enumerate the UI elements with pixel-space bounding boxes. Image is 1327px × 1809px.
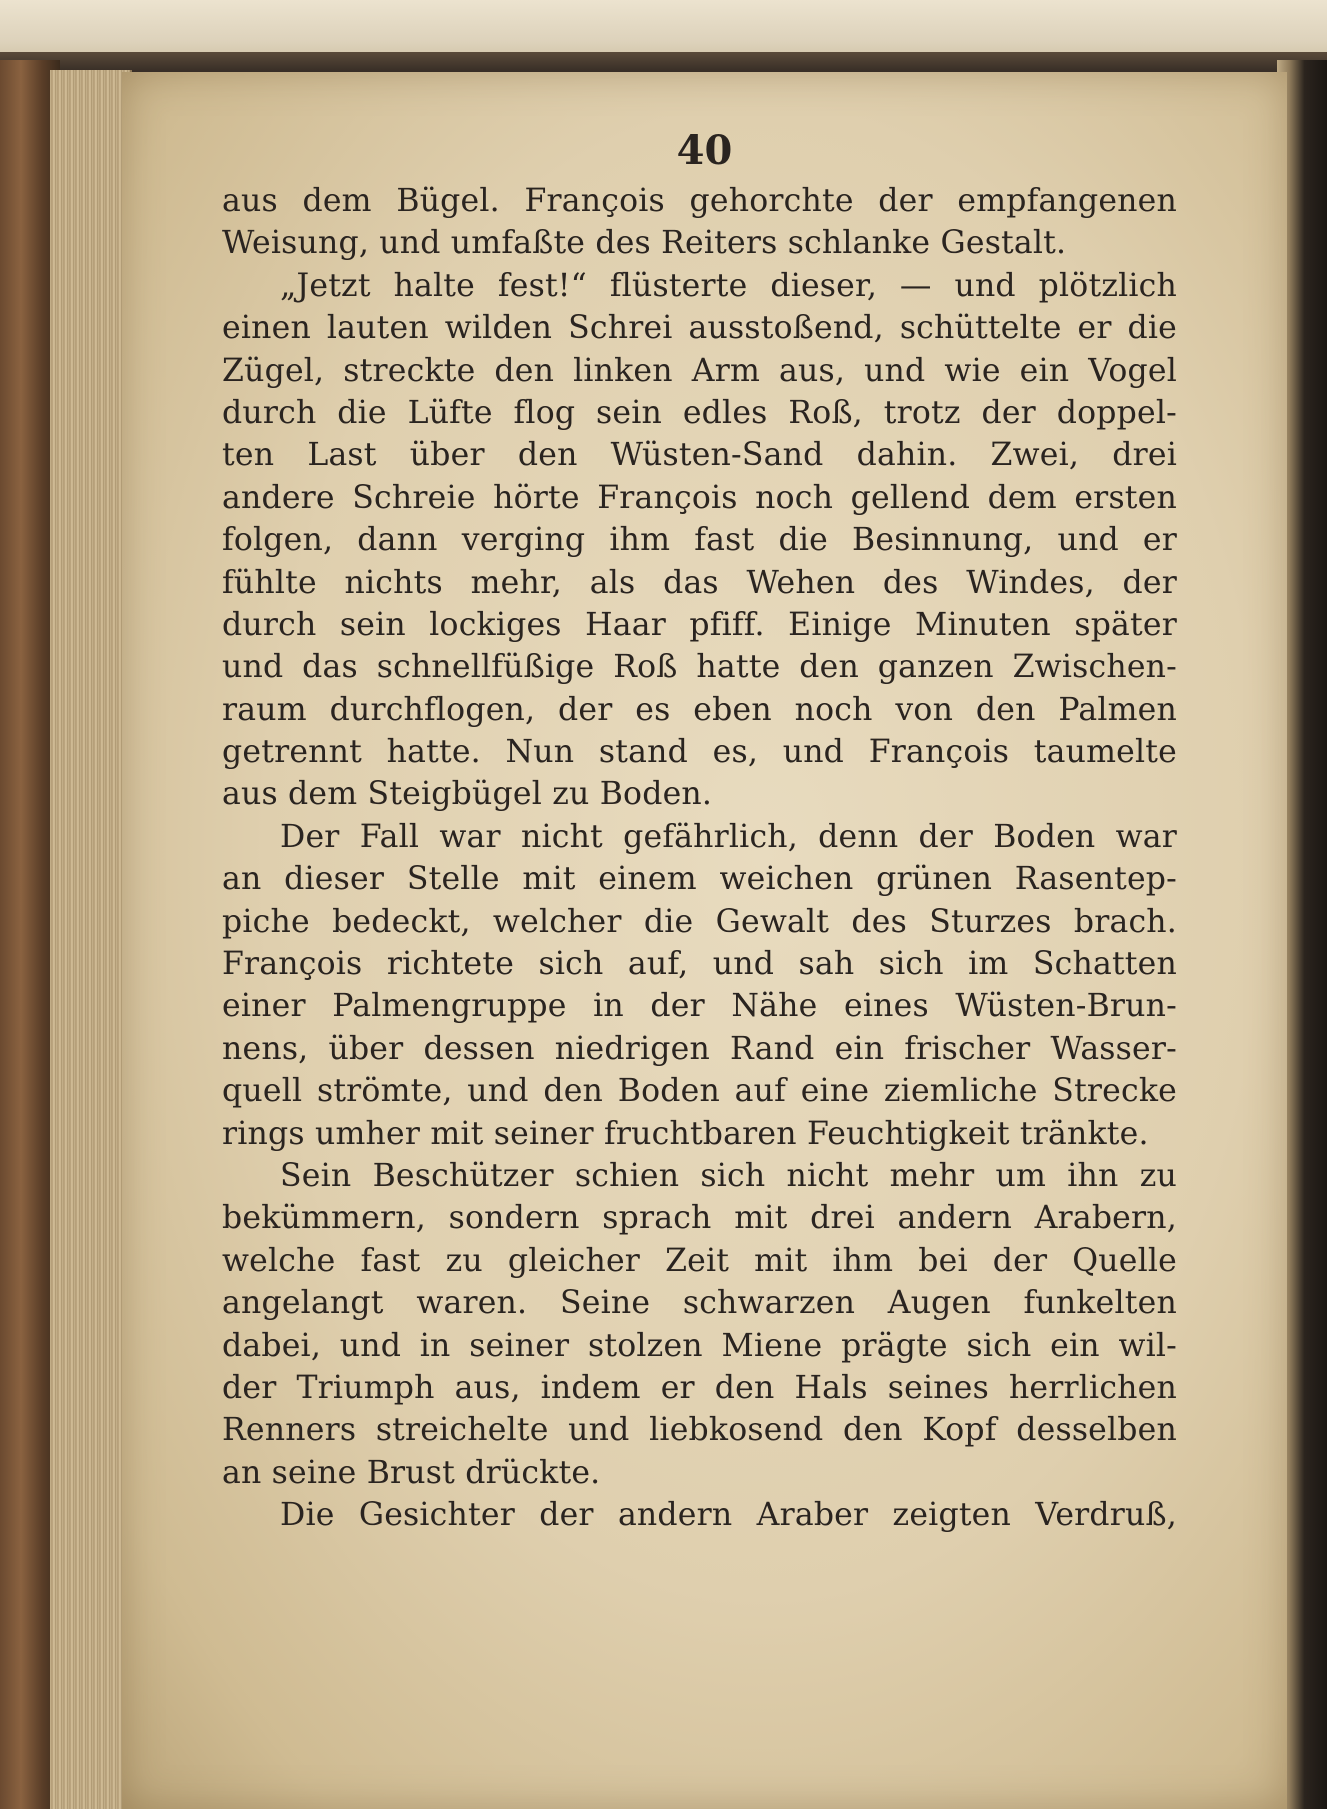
text-line: nens, über dessen niedrigen Rand ein frischer Wasser-: [222, 1030, 1177, 1067]
text-line: aus dem Bügel. François gehorchte der empfangenen: [222, 183, 1177, 219]
text-line: raum durchflogen, der es eben noch von den Palmen: [222, 691, 1177, 728]
text-line: folgen, dann verging ihm fast die Besinnung, und er: [222, 522, 1177, 559]
text-line: rings umher mit seiner fruchtbaren Feuchtigkeit tränkte.: [222, 1115, 1149, 1152]
book-page: [122, 72, 1287, 1809]
text-line: Sein Beschützer schien sich nicht mehr um ihn zu: [280, 1157, 1177, 1194]
text-line: welche fast zu gleicher Zeit mit ihm bei der Quelle: [222, 1242, 1177, 1279]
text-line: durch sein lockiges Haar pfiff. Einige Minuten später: [222, 606, 1177, 643]
text-line: quell strömte, und den Boden auf eine ziemliche Strecke: [222, 1073, 1177, 1110]
stacked-page-edges: [50, 70, 132, 1809]
text-line: Die Gesichter der andern Araber zeigten Verdruß,: [280, 1497, 1177, 1534]
text-line: Zügel, streckte den linken Arm aus, und wie ein Vogel: [222, 352, 1177, 389]
text-line: an seine Brust drückte.: [222, 1454, 601, 1491]
text-line: einer Palmengruppe in der Nähe eines Wüsten-Brun-: [222, 988, 1177, 1025]
text-line: „Jetzt halte fest!“ flüsterte dieser, — und plötzlich: [280, 267, 1177, 304]
text-line: François richtete sich auf, und sah sich im Schatten: [222, 946, 1177, 983]
text-line: der Triumph aus, indem er den Hals seines herrlichen: [222, 1369, 1177, 1406]
text-line: aus dem Steigbügel zu Boden.: [222, 776, 713, 813]
text-line: an dieser Stelle mit einem weichen grünen Rasentep-: [222, 861, 1177, 898]
text-line: ten Last über den Wüsten-Sand dahin. Zwei, drei: [222, 437, 1177, 474]
text-line: Der Fall war nicht gefährlich, denn der Boden war: [280, 818, 1177, 855]
text-line: bekümmern, sondern sprach mit drei andern Arabern,: [222, 1200, 1177, 1237]
text-line: piche bedeckt, welcher die Gewalt des Sturzes brach.: [222, 903, 1177, 940]
text-line: andere Schreie hörte François noch gellend dem ersten: [222, 479, 1177, 516]
page-number: 40: [676, 127, 733, 174]
text-line: einen lauten wilden Schrei ausstoßend, schüttelte er die: [222, 310, 1177, 347]
text-line: und das schnellfüßige Roß hatte den ganzen Zwischen-: [222, 649, 1177, 686]
text-line: angelangt waren. Seine schwarzen Augen funkelten: [222, 1285, 1177, 1322]
body-text: [222, 180, 1177, 1537]
text-line: fühlte nichts mehr, als das Wehen des Windes, der: [222, 564, 1177, 601]
text-line: getrennt hatte. Nun stand es, und François taumelte: [222, 734, 1177, 771]
text-line: Weisung, und umfaßte des Reiters schlanke Gestalt.: [222, 225, 1067, 262]
text-line: dabei, und in seiner stolzen Miene prägte sich ein wil-: [222, 1327, 1177, 1364]
text-line: Renners streichelte und liebkosend den Kopf desselben: [222, 1412, 1177, 1449]
text-line: durch die Lüfte flog sein edles Roß, trotz der doppel-: [222, 394, 1177, 431]
